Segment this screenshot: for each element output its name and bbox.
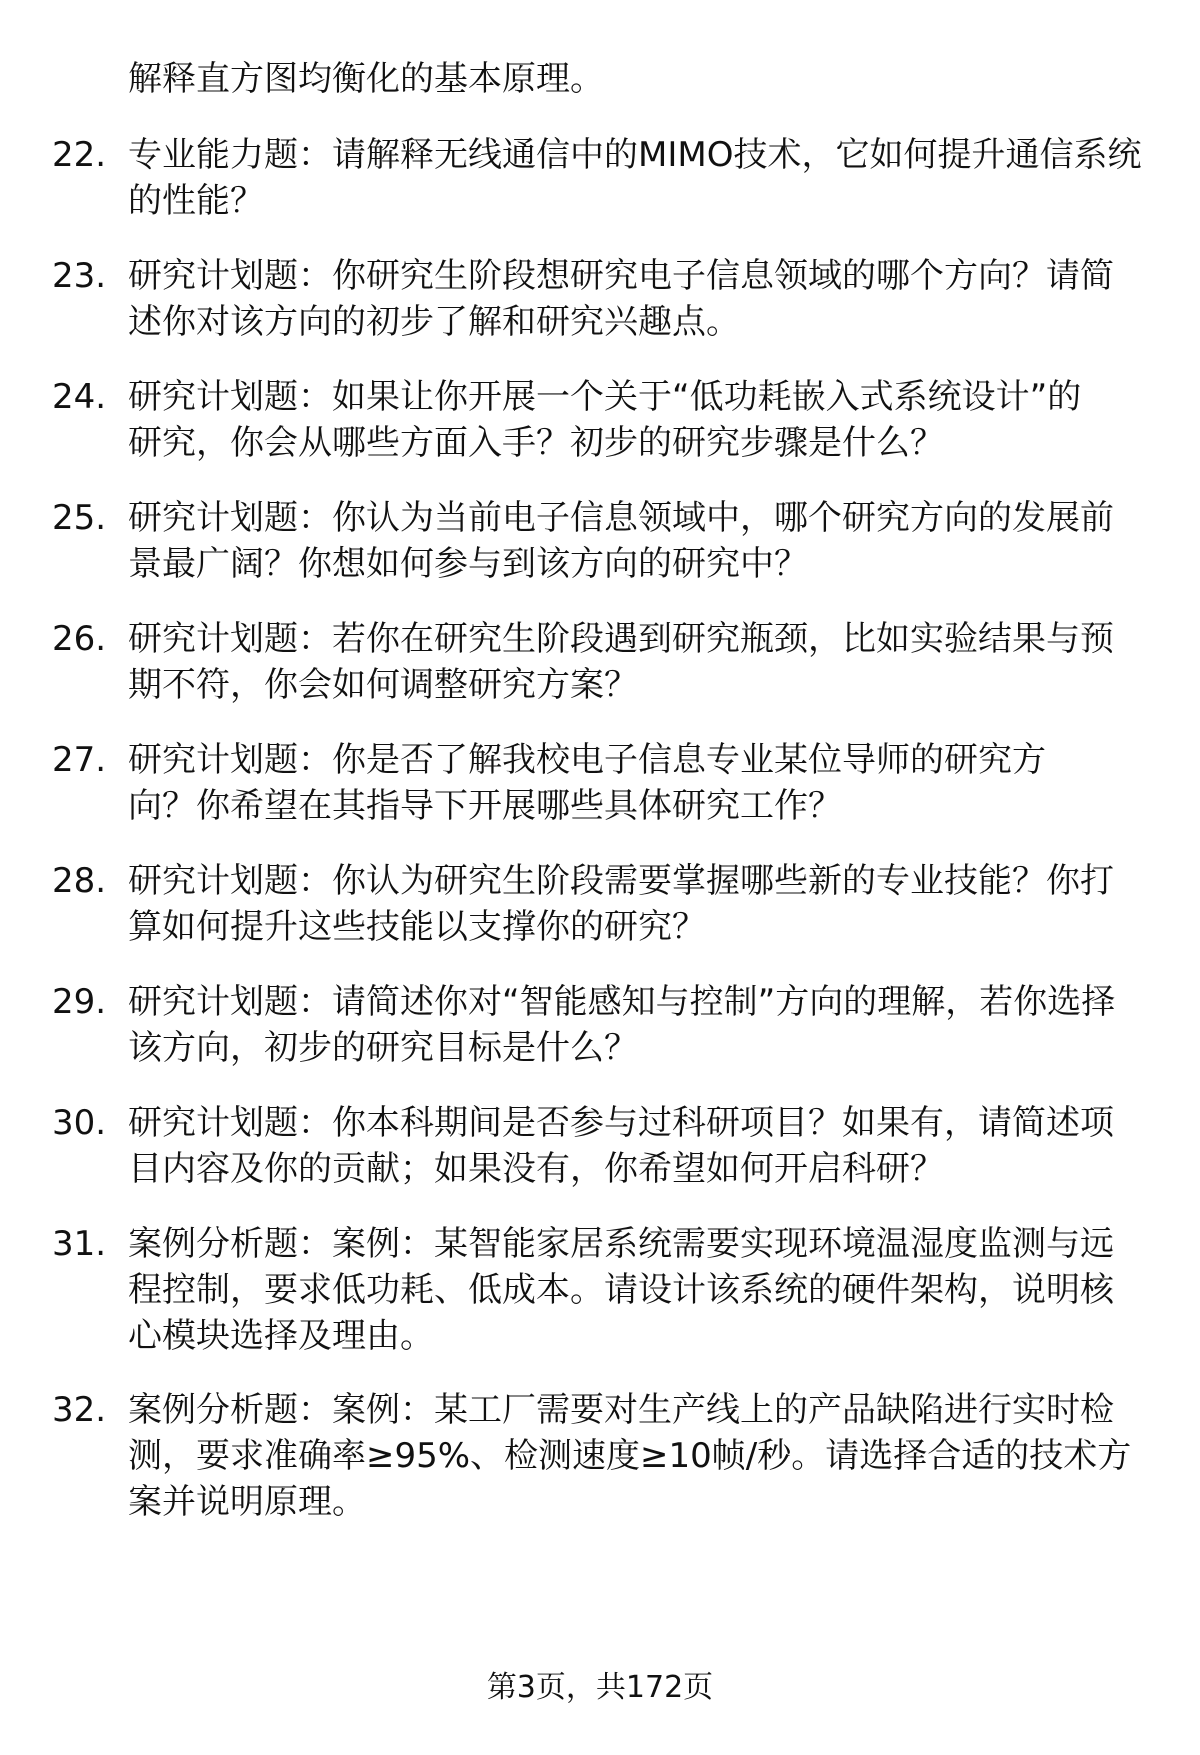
question-item bbox=[52, 132, 1147, 224]
question-item bbox=[52, 979, 1147, 1071]
question-text: 研究计划题：你研究生阶段想研究电子信息领域的哪个方向？请简述你对该方向的初步了解和研究兴趣点。 bbox=[128, 256, 1114, 342]
question-number: 29. bbox=[52, 982, 107, 1022]
question-number: 32. bbox=[52, 1390, 107, 1430]
question-text: 研究计划题：请简述你对“智能感知与控制”方向的理解，若你选择该方向，初步的研究目标是什么？ bbox=[128, 982, 1116, 1068]
question-text: 研究计划题：如果让你开展一个关于“低功耗嵌入式系统设计”的研究，你会从哪些方面入手？初步的研究步骤是什么？ bbox=[128, 377, 1082, 463]
question-item bbox=[52, 495, 1147, 587]
question-number: 23. bbox=[52, 256, 107, 296]
question-number: 24. bbox=[52, 377, 107, 417]
continued-question-text: 解释直方图均衡化的基本原理。 bbox=[128, 59, 604, 99]
question-item bbox=[52, 1221, 1147, 1359]
question-item bbox=[52, 1100, 1147, 1192]
question-text: 研究计划题：你本科期间是否参与过科研项目？如果有，请简述项目内容及你的贡献；如果没有，你希望如何开启科研？ bbox=[128, 1103, 1114, 1189]
question-text: 专业能力题：请解释无线通信中的MIMO技术，它如何提升通信系统的性能？ bbox=[128, 135, 1142, 221]
question-text: 研究计划题：你认为当前电子信息领域中，哪个研究方向的发展前景最广阔？你想如何参与到该方向的研究中？ bbox=[128, 498, 1114, 584]
question-text: 案例分析题：案例：某智能家居系统需要实现环境温湿度监测与远程控制，要求低功耗、低成本。请设计该系统的硬件架构，说明核心模块选择及理由。 bbox=[128, 1224, 1114, 1356]
question-item bbox=[52, 374, 1147, 466]
question-number: 25. bbox=[52, 498, 107, 538]
question-item bbox=[52, 253, 1147, 345]
question-text: 案例分析题：案例：某工厂需要对生产线上的产品缺陷进行实时检测，要求准确率≥95%、检测速度≥10帧/秒。请选择合适的技术方案并说明原理。 bbox=[128, 1390, 1132, 1522]
question-number: 27. bbox=[52, 740, 107, 780]
question-number: 26. bbox=[52, 619, 107, 659]
page-footer: 第3页，共172页 bbox=[486, 1670, 714, 1705]
question-item bbox=[52, 858, 1147, 950]
question-text: 研究计划题：你认为研究生阶段需要掌握哪些新的专业技能？你打算如何提升这些技能以支撑你的研究？ bbox=[128, 861, 1114, 947]
question-number: 30. bbox=[52, 1103, 107, 1143]
question-number: 28. bbox=[52, 861, 107, 901]
question-item bbox=[52, 737, 1147, 829]
question-number: 31. bbox=[52, 1224, 107, 1264]
question-text: 研究计划题：若你在研究生阶段遇到研究瓶颈，比如实验结果与预期不符，你会如何调整研究方案？ bbox=[128, 619, 1114, 705]
question-item bbox=[52, 616, 1147, 708]
question-number: 22. bbox=[52, 135, 107, 175]
question-text: 研究计划题：你是否了解我校电子信息专业某位导师的研究方向？你希望在其指导下开展哪些具体研究工作？ bbox=[128, 740, 1046, 826]
question-item bbox=[52, 1387, 1147, 1525]
